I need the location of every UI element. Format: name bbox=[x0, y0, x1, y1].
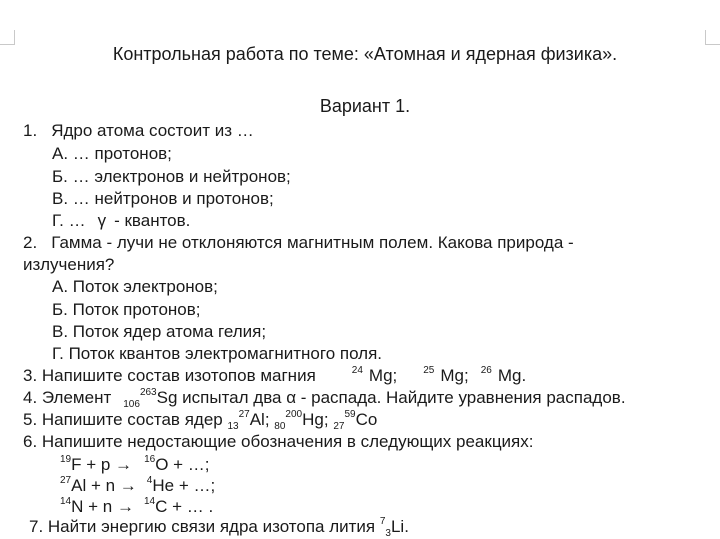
question-2 bbox=[23, 233, 574, 253]
question-2-option-c: В. Поток ядер атома гелия; bbox=[52, 322, 267, 341]
isotope-mass-26: 26 bbox=[480, 365, 492, 376]
question-2-option-a: А. Поток электронов; bbox=[52, 277, 218, 296]
page-corner-mark-right bbox=[705, 30, 720, 45]
lithium-atomic-number: 3 bbox=[385, 528, 391, 539]
page-corner-mark-left bbox=[0, 30, 15, 45]
isotope-mass-25: 25 bbox=[423, 365, 435, 376]
question-2-text-continued: излучения? bbox=[23, 255, 115, 274]
variant-heading: Вариант 1. bbox=[319, 96, 411, 116]
question-1-option-d: Г. … γ - квантов. bbox=[52, 211, 191, 230]
question-1 bbox=[23, 121, 254, 141]
reaction-2: $^{27}$Al + n → $^4$He + …; bbox=[60, 475, 216, 495]
isotope-mass-24: 24 bbox=[351, 365, 363, 376]
question-3: 3. Напишите состав изотопов магния $^{24}$ Mg; $^{25}$ Mg; $^{26}$ Mg. bbox=[23, 365, 527, 385]
reaction-1: $^{19}$F + p → $^{16}$O + …; bbox=[60, 454, 210, 474]
question-1-text: Ядро атома состоит из … bbox=[51, 121, 254, 140]
page-title: Контрольная работа по теме: «Атомная и ядерная физика». bbox=[112, 44, 618, 64]
mass-number-263: 263 bbox=[139, 387, 157, 398]
question-2-text: Гамма - лучи не отклоняются магнитным полем. Какова природа - bbox=[51, 233, 574, 252]
reaction-3: $^{14}$N + n → $^{14}$C + … . bbox=[60, 496, 214, 516]
question-3-text: 3. Напишите состав изотопов магния bbox=[23, 366, 316, 385]
question-1-number: 1. bbox=[23, 121, 38, 140]
question-1-option-a: А. … протонов; bbox=[52, 144, 172, 163]
lithium-mass-number: 7 bbox=[379, 516, 386, 527]
question-6: 6. Напишите недостающие обозначения в следующих реакциях: bbox=[23, 432, 534, 451]
question-2-option-d: Г. Поток квантов электромагнитного поля. bbox=[52, 344, 383, 363]
question-4: 4. Элемент $_{106}^{263}$Sg испытал два α - распада. Найдите уравнения распадов. bbox=[23, 387, 626, 410]
gamma-symbol: γ bbox=[97, 211, 107, 230]
question-1-option-c: В. … нейтронов и протонов; bbox=[52, 189, 274, 208]
atomic-number-106: 106 bbox=[123, 399, 140, 410]
question-1-option-b: Б. … электронов и нейтронов; bbox=[52, 167, 291, 186]
question-2-option-b: Б. Поток протонов; bbox=[52, 300, 201, 319]
question-2-number: 2. bbox=[23, 233, 38, 252]
question-7: 7. Найти энергию связи ядра изотопа лития $^7_3$Li. bbox=[29, 516, 409, 539]
question-5: 5. Напишите состав ядер $_{13}^{27}$Al; $_{80}^{200}$Hg; $_{27}^{59}$Co bbox=[23, 409, 378, 432]
